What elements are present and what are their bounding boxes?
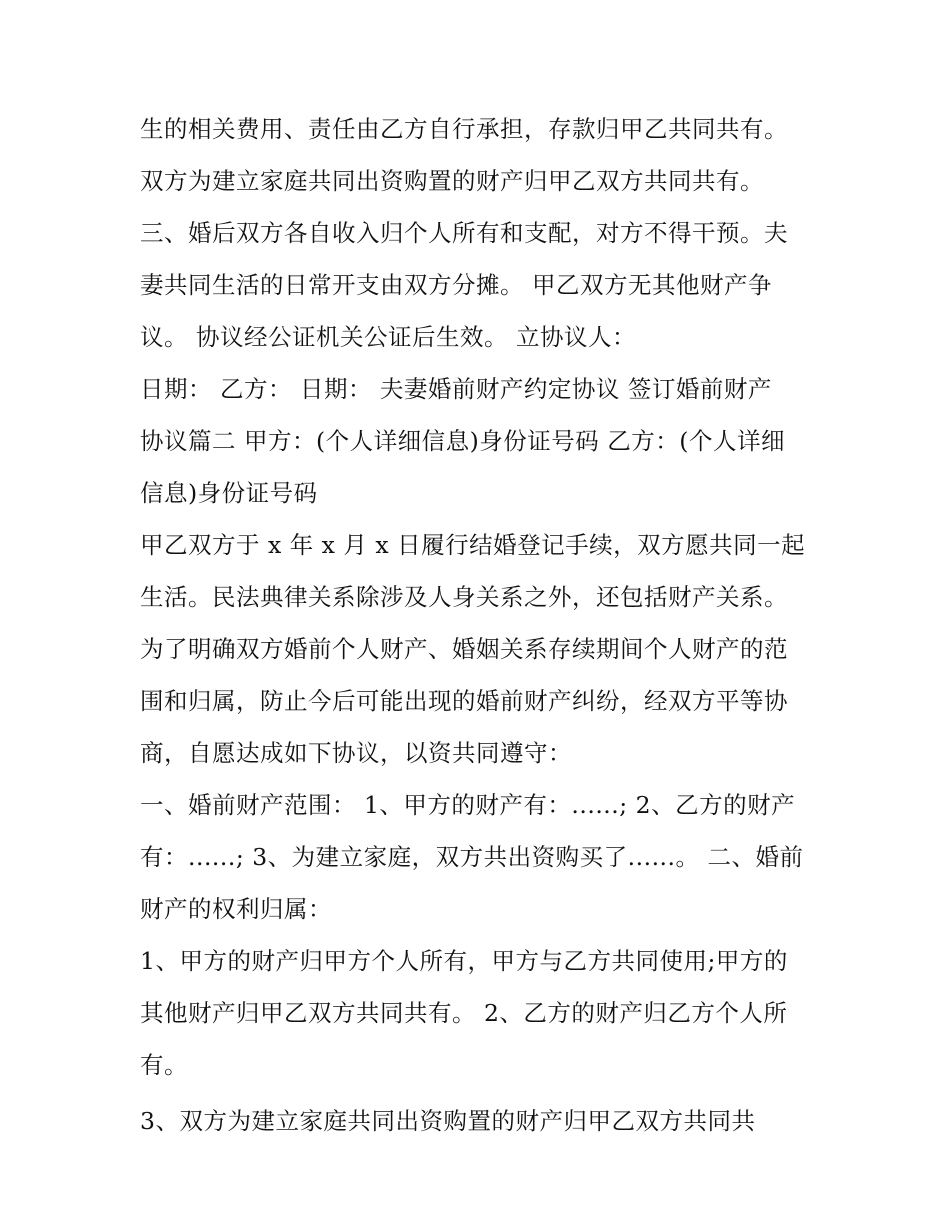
text-line: 有：......; 3、为建立家庭，双方共出资购买了......。 二、婚前 [140,843,804,871]
text-line: 信息)身份证号码 [140,479,318,507]
text-line: 围和归属，防止今后可能出现的婚前财产纠纷，经双方平等协 [140,687,788,715]
document-body [140,103,830,1147]
text-line: 商，自愿达成如下协议，以资共同遵守： [140,739,572,767]
text-line: 其他财产归甲乙双方共同共有。 2、乙方的财产归乙方个人所 [140,999,788,1027]
text-line: 三、婚后双方各自收入归个人所有和支配，对方不得干预。夫 [140,219,788,247]
text-line: 妻共同生活的日常开支由双方分摊。 甲乙双方无其他财产争 [140,271,772,299]
text-line: 生的相关费用、责任由乙方自行承担，存款归甲乙共同共有。 [140,115,788,143]
text-line: 双方为建立家庭共同出资购置的财产归甲乙双方共同共有。 [140,167,764,195]
text-line: 为了明确双方婚前个人财产、婚姻关系存续期间个人财产的范 [140,635,788,663]
text-line: 1、甲方的财产归甲方个人所有，甲方与乙方共同使用;甲方的 [140,947,788,975]
text-line: 协议篇二 甲方：(个人详细信息)身份证号码 乙方：(个人详细 [140,427,785,455]
text-line: 财产的权利归属： [140,895,332,923]
text-line: 生活。民法典律关系除涉及人身关系之外，还包括财产关系。 [140,583,788,611]
text-line: 3、双方为建立家庭共同出资购置的财产归甲乙双方共同共 [140,1107,756,1135]
text-line: 议。 协议经公证机关公证后生效。 立协议人： [140,323,636,351]
text-line: 有。 [140,1051,188,1079]
text-line: 甲乙双方于 x 年 x 月 x 日履行结婚登记手续，双方愿共同一起 [140,531,806,559]
text-line: 日期： 乙方： 日期： 夫妻婚前财产约定协议 签订婚前财产 [140,375,772,403]
text-line: 一、婚前财产范围： 1、甲方的财产有：......; 2、乙方的财产 [140,791,796,819]
